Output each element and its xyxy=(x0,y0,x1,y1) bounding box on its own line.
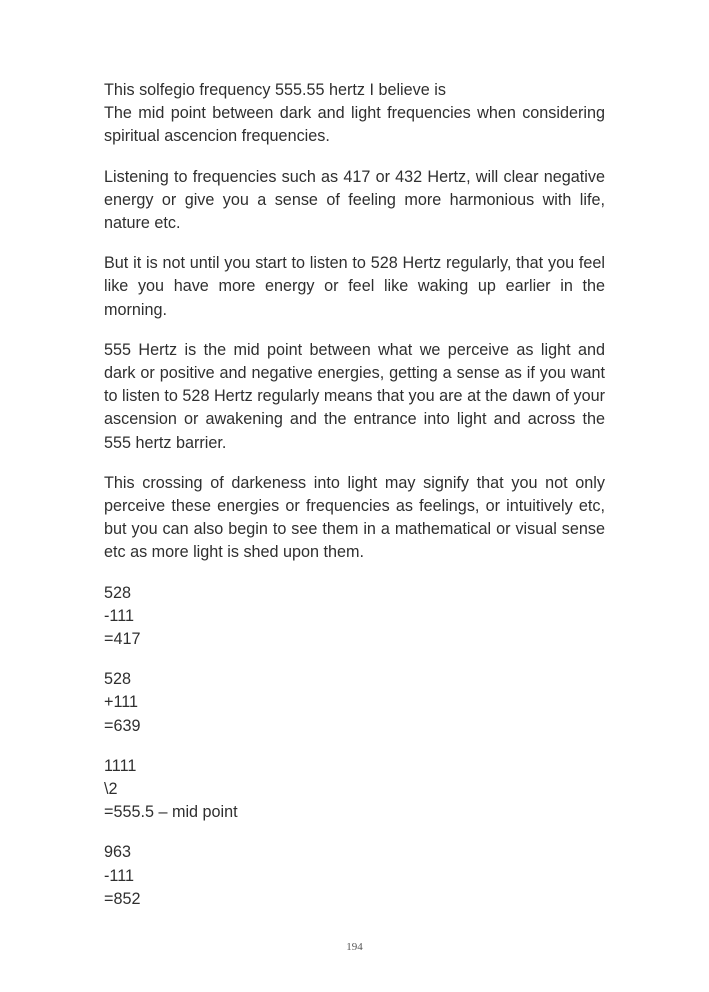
calc-operand: 963 xyxy=(104,843,132,862)
calc-result: =639 xyxy=(104,716,141,735)
calc-operation: +111 xyxy=(104,693,139,712)
intro-line-1: This solfegio frequency 555.55 hertz I believe is xyxy=(104,81,446,99)
calc-result: =555.5 – mid point xyxy=(104,803,238,822)
calc-operand: 528 xyxy=(104,670,132,689)
calculation-block xyxy=(104,755,605,825)
calc-result: =417 xyxy=(104,630,141,649)
paragraph-555-hertz: 555 Hertz is the mid point between what we perceive as light and dark or positive and negative energies, getting a sense as if you want to listen to 528 Hertz regularly means that you are at the dawn of your ascension or awakening and the entrance into light and across the 555 hertz barrier. xyxy=(104,340,605,452)
calc-operation: -111 xyxy=(104,606,134,625)
intro-line-2: The mid point between dark and light frequencies when considering spiritual ascencion frequencies. xyxy=(104,104,605,146)
paragraph-listening: Listening to frequencies such as 417 or 432 Hertz, will clear negative energy or give you a sense of feeling more harmonious with life, nature etc. xyxy=(104,167,605,233)
calculation-block xyxy=(104,841,605,911)
calc-operation: \2 xyxy=(104,780,118,799)
calc-result: =852 xyxy=(104,889,141,908)
paragraph-528-hertz: But it is not until you start to listen to 528 Hertz regularly, that you feel like you have more energy or feel like waking up earlier in the morning. xyxy=(104,254,605,319)
paragraph-crossing: This crossing of darkeness into light may signify that you not only perceive these energies or frequencies as feelings, or intuitively etc, but you can also begin to see them in a mathematical or visual sense etc as more light is shed upon them. xyxy=(104,473,605,562)
calc-operand: 1111 xyxy=(104,756,137,775)
paragraph-intro xyxy=(104,79,605,149)
page-number: 194 xyxy=(346,941,363,953)
calc-operand: 528 xyxy=(104,583,132,602)
calculation-block xyxy=(104,668,605,738)
calculation-block xyxy=(104,582,605,652)
calc-operation: -111 xyxy=(104,866,134,885)
page-content xyxy=(104,79,605,928)
